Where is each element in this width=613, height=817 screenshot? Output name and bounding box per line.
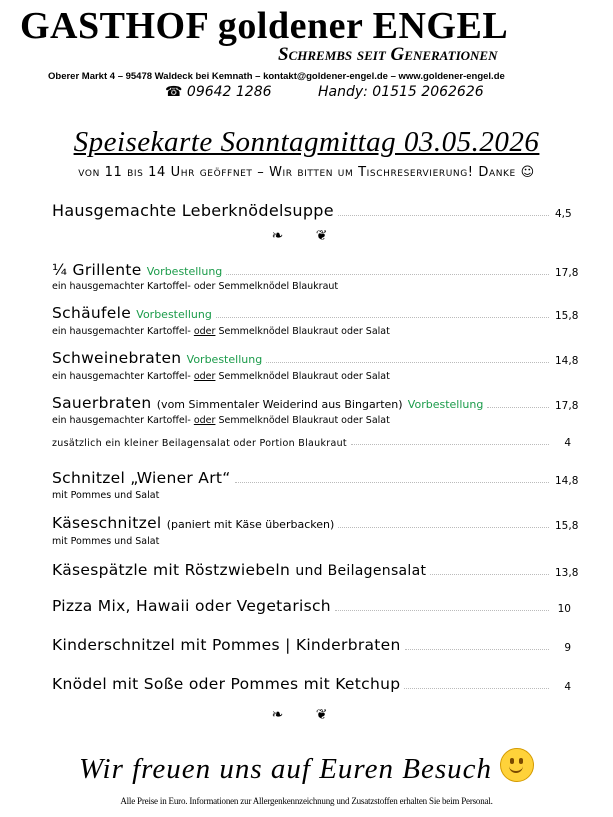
menu-item-schnitzel-wiener-art (52, 469, 579, 487)
ornament-divider-bottom: ❧ ❦ (271, 707, 342, 723)
menu-item-kaeseschnitzel (52, 514, 579, 532)
footer-note: Alle Preise in Euro. Informationen zur Allergenkennzeichnung und Zusatzstoffen erhalten Sie beim Personal. (120, 796, 493, 806)
item-price: 4 (564, 681, 571, 693)
menu-item-schweinebraten (52, 349, 579, 367)
item-name (52, 561, 426, 579)
item-price: 15,8 (555, 310, 579, 322)
phone-line (165, 84, 484, 100)
item-title: Sauerbraten (52, 394, 152, 412)
item-description: ein hausgemachter Kartoffel- oder Semmelknödel Blaukraut oder Salat (52, 415, 390, 426)
leader-dots (338, 215, 549, 216)
item-name: zusätzlich ein kleiner Beilagensalat oder Portion Blaukraut (52, 438, 347, 449)
leader-dots (335, 610, 549, 611)
restaurant-subtitle: Schrembs seit Generationen (278, 44, 498, 65)
item-name (52, 394, 483, 412)
item-title: Schäufele (52, 304, 132, 322)
mobile-number: Handy: 01515 2062626 (317, 84, 484, 100)
item-title: Käseschnitzel (52, 514, 162, 532)
item-price: 17,8 (555, 400, 579, 412)
item-name: Kinderschnitzel mit Pommes | Kinderbraten (52, 636, 401, 654)
pre-order-tag: Vorbestellung (146, 265, 223, 278)
item-price: 13,8 (555, 567, 579, 579)
item-description: ein hausgemachter Kartoffel- oder Semmelknödel Blaukraut oder Salat (52, 371, 390, 382)
item-name: Pizza Mix, Hawaii oder Vegetarisch (52, 597, 331, 615)
leader-dots (405, 649, 549, 650)
leader-dots (338, 527, 549, 528)
opening-hours-note: von 11 bis 14 Uhr geöffnet – Wir bitten um Tischreservierung! Danke ☺ (78, 165, 535, 180)
smiley-icon (500, 748, 534, 782)
menu-item-pizza (52, 597, 571, 615)
item-description: mit Pommes und Salat (52, 536, 160, 547)
item-name: Hausgemachte Leberknödelsuppe (52, 201, 334, 220)
item-description: ein hausgemachter Kartoffel- oder Semmelknödel Blaukraut (52, 281, 339, 292)
item-name (52, 261, 222, 279)
item-name (52, 349, 262, 367)
ornament-divider-top: ❧ ❦ (271, 228, 342, 244)
item-name (52, 514, 334, 532)
phone-icon: ☎ (165, 84, 183, 100)
pre-order-tag: Vorbestellung (186, 353, 263, 366)
leader-dots (487, 407, 549, 408)
closing-text: Wir freuen uns auf Euren Besuch (78, 753, 493, 785)
restaurant-title: GASTHOF goldener ENGEL (20, 5, 509, 47)
leader-dots (226, 274, 549, 275)
item-title: ¼ Grillente (52, 261, 142, 279)
leader-dots (235, 482, 549, 483)
item-price: 4 (564, 437, 571, 449)
address-line: Oberer Markt 4 – 95478 Waldeck bei Kemnath – kontakt@goldener-engel.de – www.goldener-engel.de (48, 71, 505, 82)
item-detail: (vom Simmentaler Weiderind aus Bingarten) (156, 398, 403, 411)
item-name: Schnitzel „Wiener Art“ (52, 469, 231, 487)
item-price: 14,8 (555, 355, 579, 367)
item-description: ein hausgemachter Kartoffel- oder Semmelknödel Blaukraut oder Salat (52, 326, 390, 337)
pre-order-tag: Vorbestellung (407, 398, 484, 411)
item-price: 15,8 (555, 520, 579, 532)
item-price: 14,8 (555, 475, 579, 487)
item-price: 10 (557, 603, 571, 615)
menu-item-sauerbraten (52, 394, 579, 412)
leader-dots (404, 688, 549, 689)
leader-dots (216, 317, 549, 318)
menu-item-kinder (52, 636, 571, 654)
item-description: mit Pommes und Salat (52, 490, 160, 501)
item-detail: (paniert mit Käse überbacken) (166, 518, 335, 531)
menu-item-schaeufele (52, 304, 579, 322)
item-name (52, 304, 212, 322)
menu-item-leberknoedelsuppe (52, 201, 571, 220)
item-price: 4,5 (555, 208, 572, 220)
menu-item-knoedel (52, 675, 571, 693)
menu-item-grillente (52, 261, 579, 279)
item-price: 9 (564, 642, 571, 654)
item-price: 17,8 (555, 267, 579, 279)
menu-item-kaesespaetzle (52, 561, 579, 579)
closing-message (0, 748, 613, 786)
leader-dots (430, 574, 549, 575)
item-name: Knödel mit Soße oder Pommes mit Ketchup (52, 675, 401, 693)
phone-number: 09642 1286 (186, 84, 272, 100)
menu-item-extra-side (52, 437, 571, 449)
pre-order-tag: Vorbestellung (136, 308, 212, 321)
leader-dots (351, 444, 549, 445)
item-title: Schweinebraten (52, 349, 182, 367)
item-title: Käsespätzle mit Röstzwiebeln (52, 561, 291, 579)
item-title-tail: und Beilagensalat (295, 563, 427, 579)
leader-dots (266, 362, 549, 363)
menu-heading: Speisekarte Sonntagmittag 03.05.2026 (73, 126, 540, 158)
